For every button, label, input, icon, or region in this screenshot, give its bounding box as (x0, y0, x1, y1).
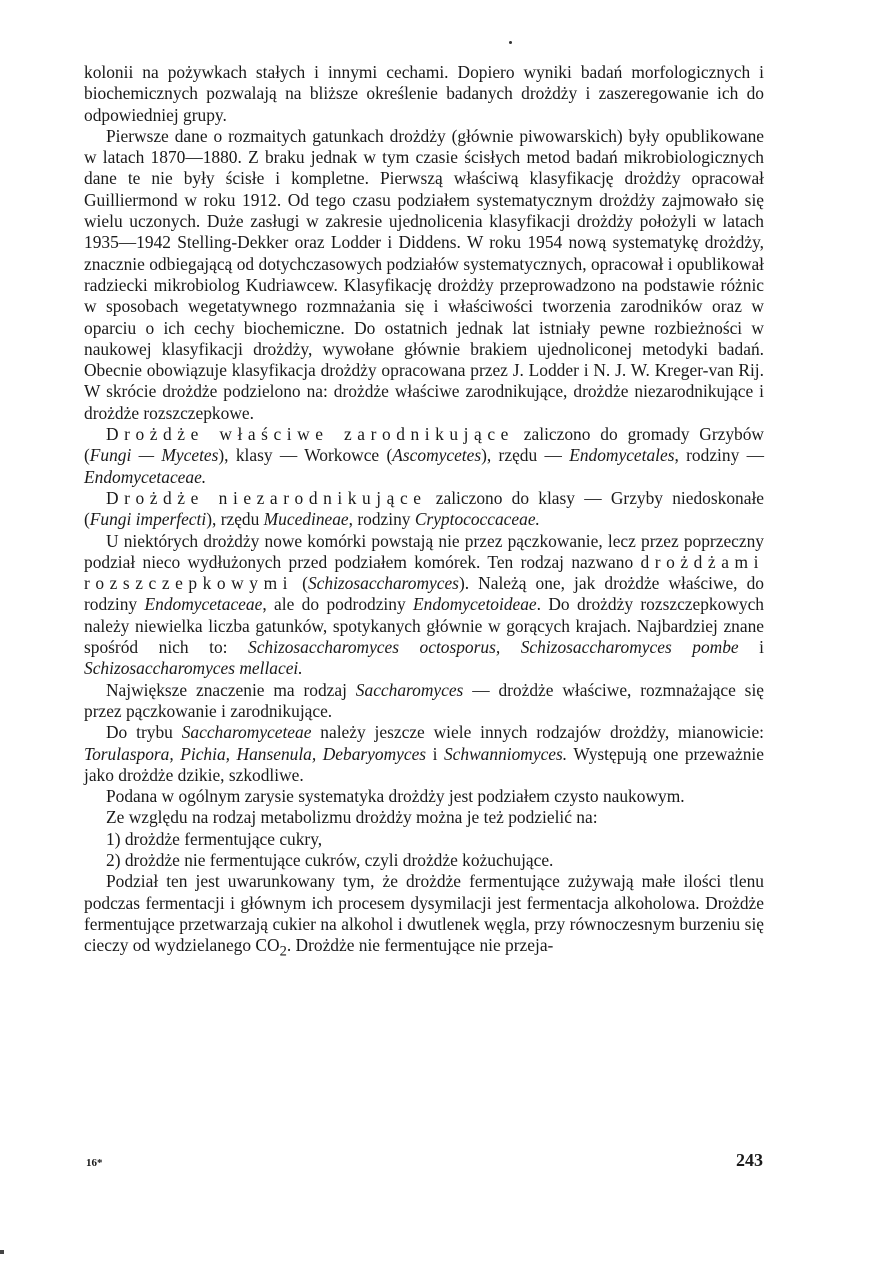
text-run: zaliczono do klasy — Grzyby niedoskonałe ( (84, 487, 764, 530)
page-number: 243 (736, 1150, 763, 1170)
page-body (84, 62, 764, 963)
italic-term: Endomycetoideae (413, 594, 537, 615)
italic-term: Saccharomyceteae (181, 722, 312, 743)
text-run: U niektórych drożdży nowe komórki powstają nie przez pączkowanie, lecz przez poprzeczny podział nieco wydłużonych przed podziałem komórek. Ten rodzaj nazwano (84, 530, 764, 572)
text-run: Największe znaczenie ma rodzaj (106, 679, 356, 700)
paragraph (84, 722, 764, 786)
text-run: i (738, 637, 765, 658)
paragraph (84, 829, 764, 850)
italic-term: Saccharomyces (355, 679, 464, 700)
paragraph (84, 126, 764, 424)
text-run: 1) drożdże fermentujące cukry, (106, 828, 323, 849)
text-run: Pierwsze dane o rozmaitych gatunkach drożdży (głównie piwowarskich) były opublikowane w latach 1870—1880. Z braku jednak w tym czasie ścisłych metod badań mikrobiologicznych dane te nie były ścisłe i kompletne. Pierwszą właściwą klasyfikację drożdży opracował Guilliermond w roku 1912. Od tego czasu podziałem systematycznym drożdży zajmowało się wielu uczonych. Duże zasługi w zakresie ujednolicenia klasyfikacji drożdży położyli w latach 1935—1942 Stelling-Dekker oraz Lodder i Diddens. W roku 1954 nową systematykę drożdży, znacznie odbiegającą od dotychczasowych podziałów systematycznych, opracował i opublikował radziecki mikrobiolog Kudriawcew. Klasyfikację drożdży przeprowadzono na podstawie różnic w sposobach wegetatywnego rozmnażania się i właściwości tworzenia zarodników oraz w oparciu o ich cechy biochemiczne. Do ostatnich jednak lat istniały pewne rozbieżności w naukowej klasyfikacji drożdży, wywołane głównie brakiem ujednoliconej metodyki badań. Obecnie obowiązuje klasyfikacja drożdży opracowana przez J. Lodder i N. J. W. Kreger-van Rij. W skrócie drożdże podzielono na: drożdże właściwe zarodnikujące, drożdże niezarodnikujące i drożdże rozszczepkowe. (84, 125, 764, 423)
text-run: zaliczono do gromady Grzybów ( (84, 424, 764, 466)
text-run: , rodziny (348, 509, 415, 530)
text-run: , ale do podrodziny (262, 594, 414, 615)
edge-mark (0, 1250, 4, 1254)
italic-term: Schizosaccharomyces mellacei. (84, 658, 303, 679)
text-run: Do trybu (106, 722, 182, 743)
paragraph (84, 807, 764, 828)
italic-term: Endomycetales (569, 445, 675, 466)
text-run: , rodziny — (674, 445, 764, 466)
text-run: Podana w ogólnym zarysie systematyka drożdży jest podziałem czysto naukowym. (106, 786, 685, 807)
italic-term: Cryptococcaceae. (414, 509, 540, 530)
text-run: kolonii na pożywkach stałych i innymi cechami. Dopiero wyniki badań morfologicznych i biochemicznych pozwalają na bliższe określenie badanych drożdży i zaszeregowanie ich do odpowiedniej grupy. (84, 62, 764, 125)
paragraph (84, 850, 764, 871)
text-run: ), rzędu — (481, 445, 570, 466)
paragraph (84, 680, 764, 723)
italic-term: Endomycetaceae (144, 594, 263, 615)
text-run: ). Należą one, jak drożdże właściwe, do rodziny (84, 573, 765, 615)
text-run: 2) drożdże nie fermentujące cukrów, czyli drożdże kożuchujące. (106, 849, 554, 870)
italic-term: Torulaspora, Pichia, Hansenula, Debaryomyces (84, 743, 427, 764)
italic-term: Schizosaccharomyces octosporus, Schizosaccharomyces pombe (248, 637, 739, 658)
text-run: 2 (279, 943, 287, 960)
text-run: ), klasy — Workowce ( (218, 445, 393, 466)
paragraph (84, 424, 764, 488)
paragraph (84, 871, 764, 963)
text-run: i (426, 743, 444, 764)
text-run: Występują one przeważnie jako drożdże dzikie, szkodliwe. (84, 743, 764, 785)
paragraph (84, 786, 764, 807)
italic-term: Schizosaccharomyces (307, 573, 459, 594)
italic-term: Fungi — Mycetes (89, 445, 219, 466)
text-run: należy jeszcze wiele innych rodzajów drożdży, mianowicie: (311, 722, 764, 743)
italic-term: Ascomycetes (392, 445, 482, 466)
text-run: ( (293, 573, 308, 594)
text-run: ), rzędu (206, 509, 264, 530)
italic-term: Schwanniomyces. (443, 743, 568, 764)
spaced-term: Drożdże niezarodnikujące (106, 487, 427, 508)
text-run: Podział ten jest uwarunkowany tym, że drożdże fermentujące zużywają małe ilości tlenu podczas fermentacji i głównym ich procesem dysymilacji jest fermentacja alkoholowa. Drożdże fermentujące przetwarzają cukier na alkohol i dwutlenek węgla, przy równoczesnym burzeniu się cieczy od wydzielanego CO (84, 871, 764, 956)
spaced-term: drożdżami rozszczepkowymi (84, 551, 764, 594)
italic-term: Endomycetaceae. (84, 466, 207, 487)
spaced-term: Drożdże właściwe zarodnikujące (106, 424, 514, 445)
paragraph (84, 531, 764, 680)
paragraph (84, 488, 764, 531)
printer-signature: 16* (86, 1157, 103, 1169)
text-run: . Do drożdży rozszczepkowych należy niewielka liczba gatunków, spotykanych głównie w gorących krajach. Najbardziej znane spośród nich to: (84, 594, 764, 658)
italic-term: Mucedineae (263, 509, 349, 530)
text-run: Ze względu na rodzaj metabolizmu drożdży można je też podzielić na: (106, 807, 598, 828)
italic-term: Fungi imperfecti (89, 509, 207, 530)
text-run: — drożdże właściwe, rozmnażające się przez pączkowanie i zarodnikujące. (84, 679, 764, 721)
paragraph (84, 62, 764, 126)
text-run: . Drożdże nie fermentujące nie przeja- (286, 935, 554, 956)
stray-mark (509, 41, 512, 44)
